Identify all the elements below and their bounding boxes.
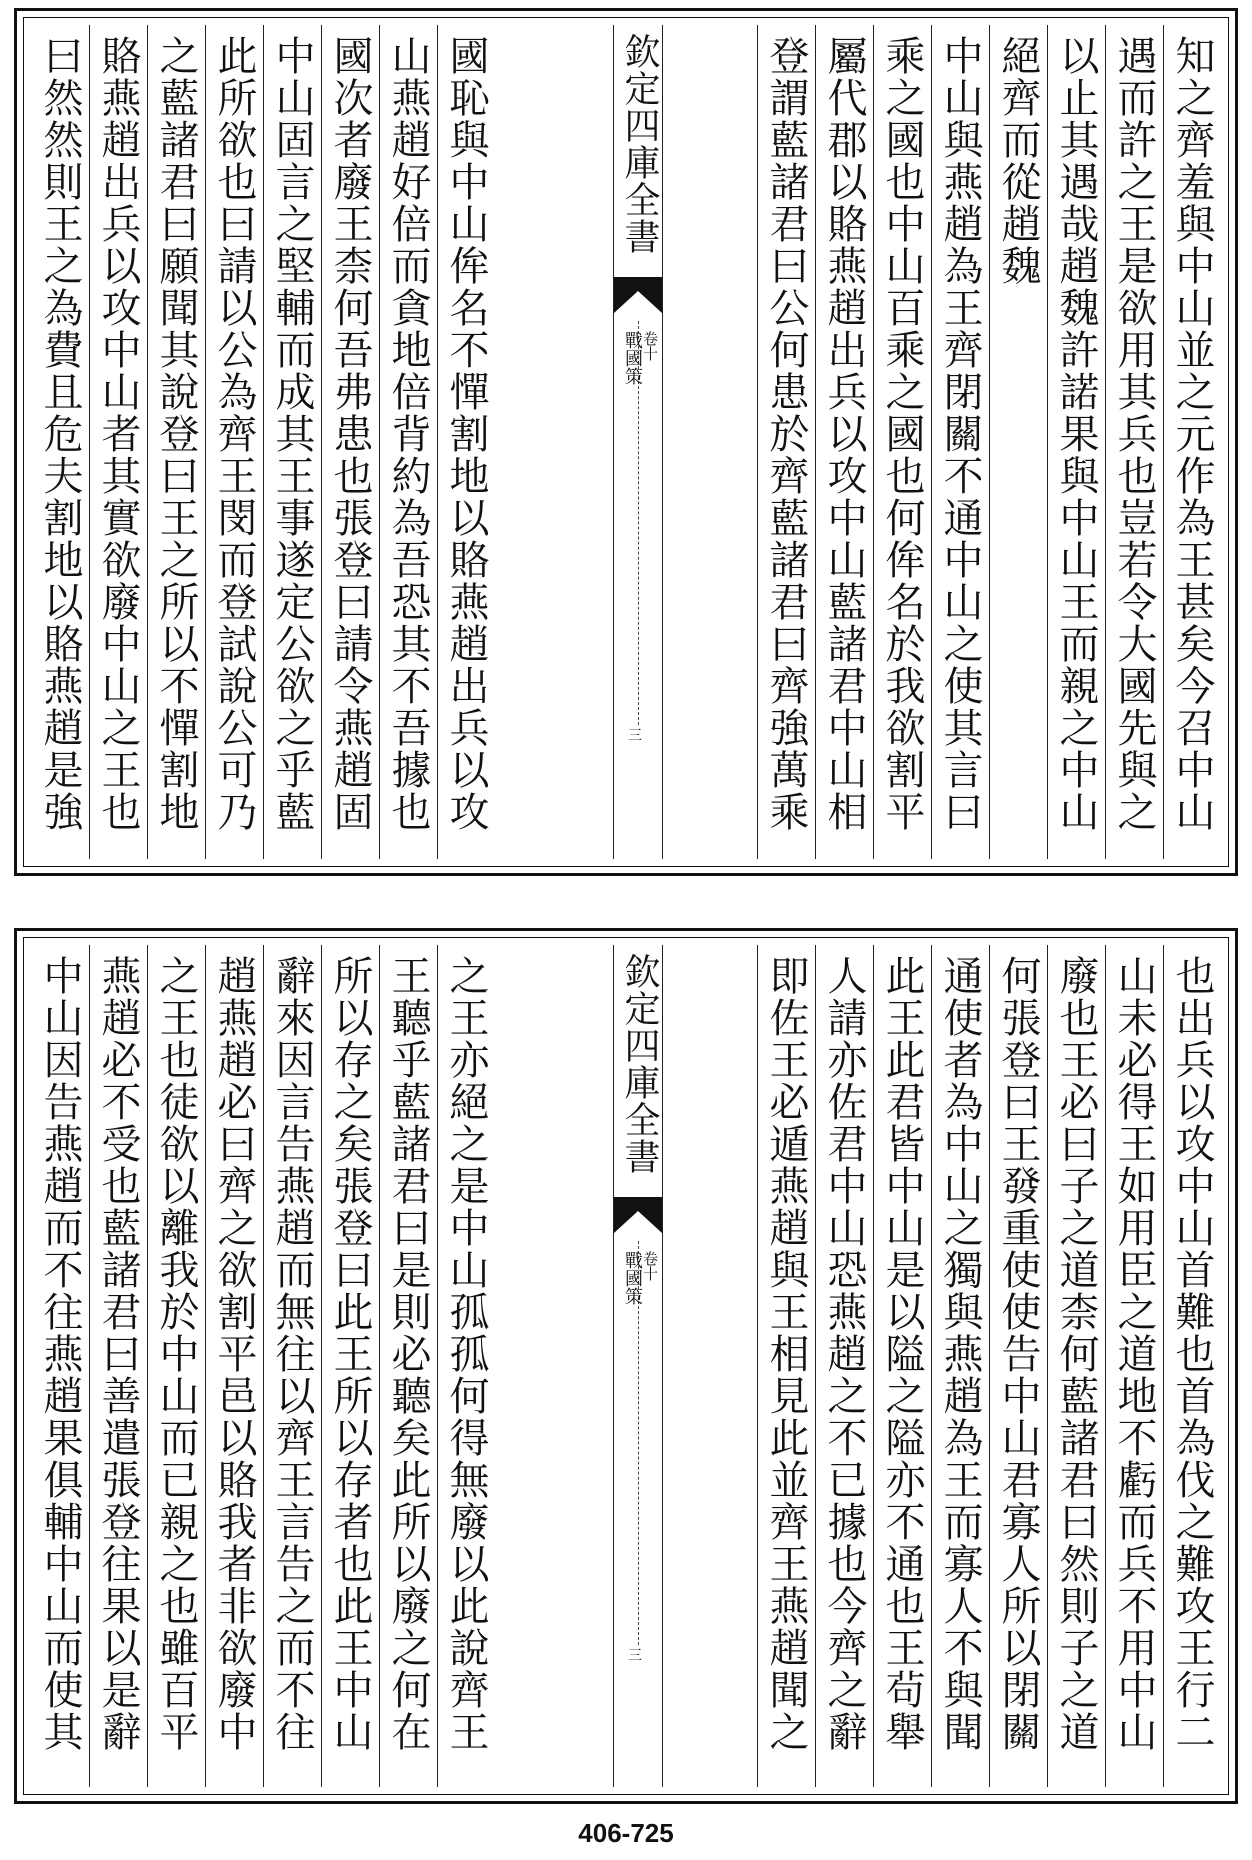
- fish-tail-mark-icon: [614, 277, 662, 313]
- text-column: 何張登曰王發重使使告中山君寡人所以閉關: [989, 945, 1047, 1787]
- text-column: 遇而許之王是欲用其兵也豈若令大國先與之: [1105, 25, 1163, 859]
- text-column: 所以存之矣張登曰此王所以存者也此王中山: [321, 945, 379, 1787]
- spine-banner: [613, 25, 663, 859]
- text-column: 人請亦佐君中山恐燕趙之不已據也今齊之辭: [815, 945, 873, 1787]
- book-name: 戰國策: [622, 331, 643, 385]
- bottom-left-half: [31, 945, 495, 1787]
- leaf-number: 三: [628, 1648, 642, 1664]
- text-column: 趙燕趙必曰齊之欲割平邑以賂我者非欲廢中: [205, 945, 263, 1787]
- text-column: 乘之國也中山百乘之國也何侔名於我欲割平: [873, 25, 931, 859]
- text-column: 屬代郡以賂燕趙出兵以攻中山藍諸君中山相: [815, 25, 873, 859]
- top-page: [14, 8, 1238, 876]
- text-column: 此王此君皆中山是以隘之隘亦不通也王茍舉: [873, 945, 931, 1787]
- text-column: 辭來因言告燕趙而無往以齊王言告之而不往: [263, 945, 321, 1787]
- text-column: 之王也徒欲以離我於中山而已親之也雖百平: [147, 945, 205, 1787]
- text-column: 之王亦絕之是中山孤孤何得無廢以此說齊王: [437, 945, 495, 1787]
- text-column: 曰然然則王之為費且危夫割地以賂燕趙是強: [37, 35, 83, 833]
- text-column: 之藍諸君曰願聞其說登曰王之所以不憚割地: [147, 25, 205, 859]
- text-column: 國恥與中山侔名不憚割地以賂燕趙出兵以攻: [437, 25, 495, 859]
- spine-banner: [613, 945, 663, 1787]
- top-left-half: [31, 25, 495, 859]
- text-column: 王聽乎藍諸君曰是則必聽矣此所以廢之何在: [379, 945, 437, 1787]
- leaf-number: 三: [628, 728, 642, 744]
- text-column: 以止其遇哉趙魏許諾果與中山王而親之中山: [1047, 25, 1105, 859]
- text-column: 即佐王必遁燕趙與王相見此並齊王燕趙聞之: [757, 945, 815, 1787]
- page-number: 406-725: [578, 1818, 674, 1848]
- book-title: 欽定四庫全書: [619, 33, 660, 255]
- text-column: 中山固言之堅輔而成其王事遂定公欲之乎藍: [263, 25, 321, 859]
- text-column: 登謂藍諸君曰公何患於齊藍諸君曰齊強萬乘: [757, 25, 815, 859]
- text-column: 國次者廢王柰何吾弗患也張登曰請令燕趙固: [321, 25, 379, 859]
- text-column: 中山因告燕趙而不往燕趙果俱輔中山而使其: [37, 955, 83, 1753]
- text-column: 山未必得王如用臣之道地不虧而兵不用中山: [1105, 945, 1163, 1787]
- volume-label: 卷十: [641, 1251, 659, 1281]
- text-column: 廢也王必曰子之道柰何藍諸君曰然則子之道: [1047, 945, 1105, 1787]
- volume-label: 卷十: [641, 331, 659, 361]
- top-right-half: [757, 25, 1221, 859]
- book-name: 戰國策: [622, 1251, 643, 1305]
- text-column: 也出兵以攻中山首難也首為伐之難攻王行二: [1163, 945, 1221, 1787]
- bottom-page: [14, 928, 1238, 1804]
- text-column: 通使者為中山之獨與燕趙為王而寡人不與聞: [931, 945, 989, 1787]
- text-column: 山燕趙好倍而貪地倍背約為吾恐其不吾據也: [379, 25, 437, 859]
- fish-tail-mark-icon: [614, 1197, 662, 1233]
- text-column: 知之齊羞與中山並之元作為王甚矣今召中山: [1163, 25, 1221, 859]
- text-column: 賂燕趙出兵以攻中山者其實欲廢中山之王也: [89, 25, 147, 859]
- text-column: 燕趙必不受也藍諸君曰善遣張登往果以是辭: [89, 945, 147, 1787]
- bottom-right-half: [757, 945, 1221, 1787]
- text-column: 中山與燕趙為王齊閉關不通中山之使其言曰: [931, 25, 989, 859]
- text-column: 絕齊而從趙魏: [989, 25, 1047, 859]
- text-column: 此所欲也曰請以公為齊王閔而登試說公可乃: [205, 25, 263, 859]
- book-title: 欽定四庫全書: [619, 953, 660, 1175]
